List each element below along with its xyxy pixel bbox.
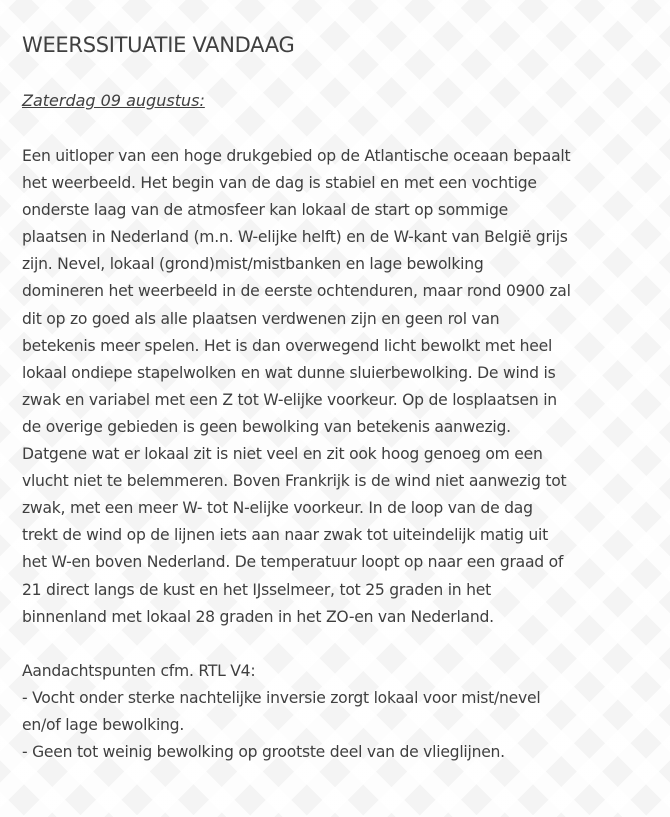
attention-item: - Geen tot weinig bewolking op grootste deel van de vlieglijnen.	[22, 742, 505, 761]
report-date: Zaterdag 09 augustus:	[22, 91, 205, 110]
attention-title: Aandachtspunten cfm. RTL V4:	[22, 661, 256, 680]
attention-item: - Vocht onder sterke nachtelijke inversie zorgt lokaal voor mist/nevel en/of lage bewolking.	[22, 688, 541, 734]
weather-description: Een uitloper van een hoge drukgebied op de Atlantische oceaan bepaalt het weerbeeld. Het begin van de dag is stabiel en met een vochtige onderste laag van de atmosfeer kan lokaal de start op sommige plaatsen in Nederland (m.n. W-elijke helft) en de W-kant van België grijs zijn. Nevel, lokaal (grond)mist/mistbanken en lage bewolking domineren het weerbeeld in de eerste ochtenduren, maar rond 0900 zal dit op zo goed als alle plaatsen verdwenen zijn en geen rol van betekenis meer spelen. Het is dan overwegend licht bewolkt met heel lokaal ondiepe stapelwolken en wat dunne sluierbewolking. De wind is zwak en variabel met een Z tot W-elijke voorkeur. Op de losplaatsen in de overige gebieden is geen bewolking van betekenis aanwezig. Datgene wat er lokaal zit is niet veel en zit ook hoog genoeg om een vlucht niet te belemmeren. Boven Frankrijk is de wind niet aanwezig tot zwak, met een meer W- tot N-elijke voorkeur. In de loop van de dag trekt de wind op de lijnen iets aan naar zwak tot uiteindelijk matig uit het W-en boven Nederland. De temperatuur loopt op naar een graad of 21 direct langs de kust en het IJsselmeer, tot 25 graden in het binnenland met lokaal 28 graden in het ZO-en van Nederland.	[22, 147, 571, 626]
attention-list	[22, 685, 622, 766]
page-title: WEERSSITUATIE VANDAAG	[22, 33, 295, 57]
weather-report	[22, 30, 622, 766]
spacer	[22, 631, 622, 658]
